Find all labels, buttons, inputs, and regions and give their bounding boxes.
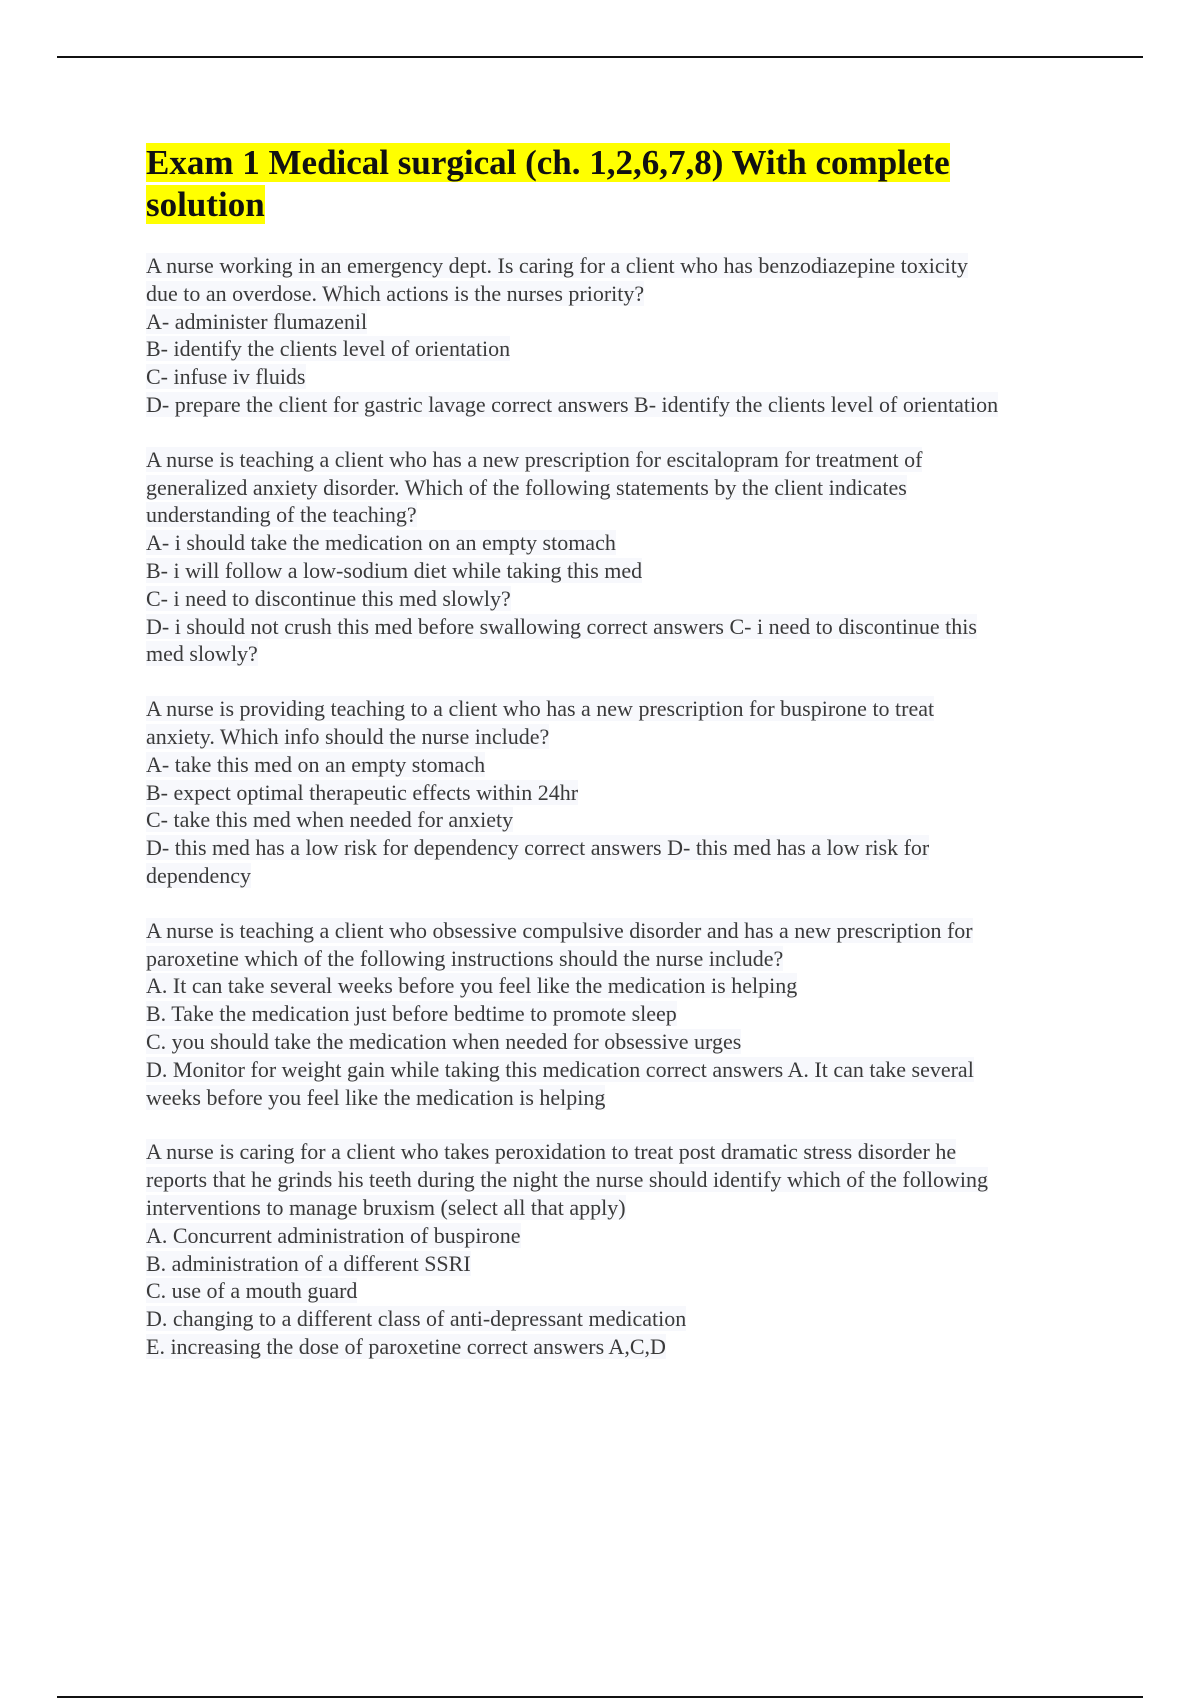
question-line: due to an overdose. Which actions is the nurses priority? — [146, 280, 645, 306]
option-line: A. It can take several weeks before you feel like the medication is helping — [146, 973, 798, 999]
question-line: A nurse is teaching a client who has a new prescription for escitalopram for treatment of — [146, 446, 923, 472]
option-answer-line: D- prepare the client for gastric lavage correct answers B- identify the clients level of orientation — [146, 391, 999, 417]
question-line: paroxetine which of the following instructions should the nurse include? — [146, 945, 784, 971]
top-rule — [57, 56, 1143, 58]
question-line: interventions to manage bruxism (select all that apply) — [146, 1194, 626, 1220]
option-line: C- i need to discontinue this med slowly? — [146, 585, 511, 611]
bottom-rule — [57, 1696, 1143, 1698]
option-line: A- take this med on an empty stomach — [146, 751, 486, 777]
option-line: A- i should take the medication on an empty stomach — [146, 530, 616, 556]
question-line: understanding of the teaching? — [146, 502, 417, 528]
option-line: C. you should take the medication when needed for obsessive urges — [146, 1028, 742, 1054]
question-block — [146, 1138, 1106, 1360]
answer-line: weeks before you feel like the medication is helping — [146, 1084, 606, 1110]
question-line: reports that he grinds his teeth during the night the nurse should identify which of the following — [146, 1167, 988, 1193]
question-block — [146, 446, 1106, 668]
question-line: A nurse is caring for a client who takes peroxidation to treat post dramatic stress disorder he — [146, 1139, 957, 1165]
option-line: C. use of a mouth guard — [146, 1278, 358, 1304]
option-line: B. administration of a different SSRI — [146, 1250, 471, 1276]
title-line-2: solution — [146, 185, 265, 224]
option-line: B- identify the clients level of orientation — [146, 336, 511, 362]
question-line: A nurse is teaching a client who obsessive compulsive disorder and has a new prescription for — [146, 917, 973, 943]
option-answer-line: D- this med has a low risk for dependency correct answers D- this med has a low risk for — [146, 835, 930, 861]
question-line: anxiety. Which info should the nurse include? — [146, 723, 550, 749]
document-title — [146, 142, 1106, 226]
answer-line: med slowly? — [146, 641, 258, 667]
option-line: C- infuse iv fluids — [146, 364, 306, 390]
title-line-1: Exam 1 Medical surgical (ch. 1,2,6,7,8) With complete — [146, 143, 950, 182]
option-line: D. changing to a different class of anti-depressant medication — [146, 1306, 687, 1332]
option-answer-line: D- i should not crush this med before swallowing correct answers C- i need to discontinue this — [146, 613, 977, 639]
question-block — [146, 252, 1106, 419]
document-body — [146, 142, 1106, 1361]
option-line: B- i will follow a low-sodium diet while taking this med — [146, 557, 643, 583]
option-line: C- take this med when needed for anxiety — [146, 807, 514, 833]
question-line: generalized anxiety disorder. Which of the following statements by the client indicates — [146, 474, 907, 500]
question-block — [146, 917, 1106, 1112]
question-block — [146, 695, 1106, 890]
option-answer-line: E. increasing the dose of paroxetine correct answers A,C,D — [146, 1333, 666, 1359]
option-line: B. Take the medication just before bedtime to promote sleep — [146, 1001, 677, 1027]
option-line: B- expect optimal therapeutic effects within 24hr — [146, 779, 579, 805]
option-line: A- administer flumazenil — [146, 308, 368, 334]
question-line: A nurse is providing teaching to a client who has a new prescription for buspirone to treat — [146, 696, 935, 722]
option-answer-line: D. Monitor for weight gain while taking this medication correct answers A. It can take several — [146, 1056, 974, 1082]
question-line: A nurse working in an emergency dept. Is caring for a client who has benzodiazepine toxicity — [146, 253, 968, 278]
option-line: A. Concurrent administration of buspirone — [146, 1222, 521, 1248]
answer-line: dependency — [146, 862, 252, 888]
